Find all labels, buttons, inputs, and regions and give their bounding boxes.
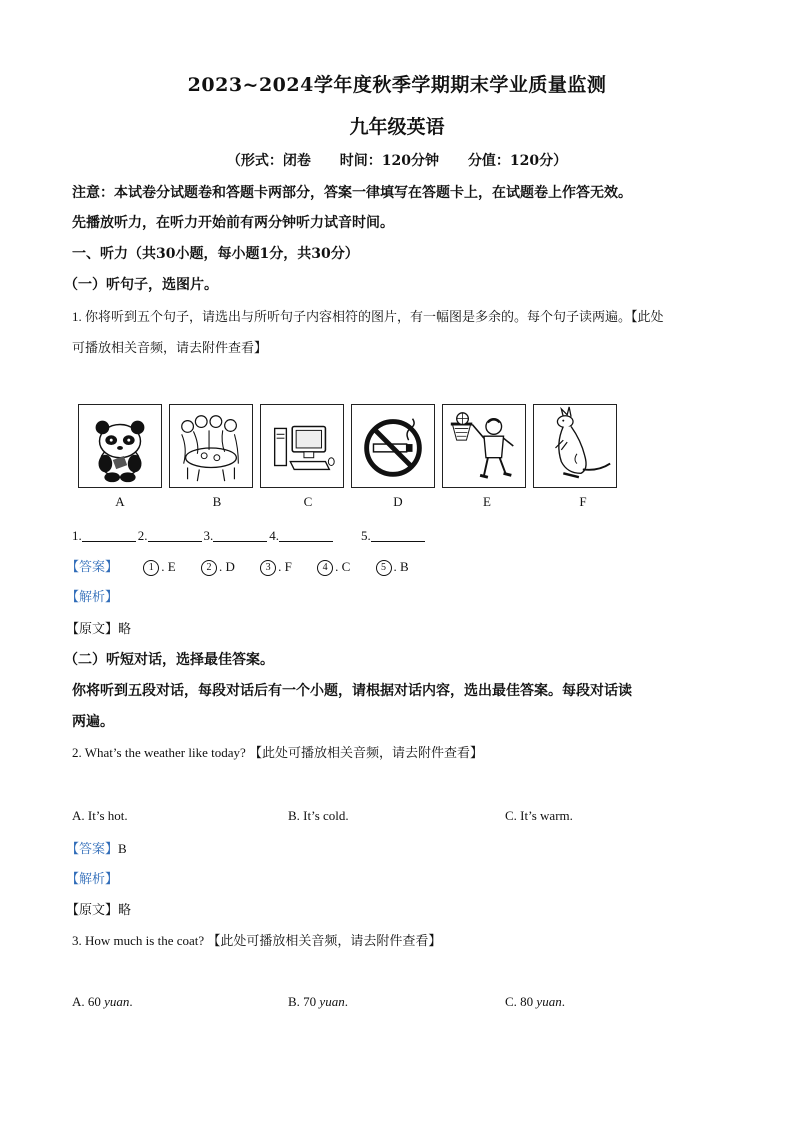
- q3-stem: 3. How much is the coat?: [72, 933, 205, 948]
- q3-option-b: [288, 994, 348, 1010]
- basketball-player-icon: [442, 404, 526, 488]
- panda-icon: [78, 404, 162, 488]
- q2-option-b: B. It’s cold.: [288, 808, 349, 823]
- circled-number-4: 4: [317, 560, 333, 576]
- blank-1: [82, 527, 136, 542]
- q2-answer-tag: 【答案】: [66, 841, 119, 856]
- q3-option-a-unit: yuan: [104, 994, 130, 1009]
- q2-stem: 2. What’s the weather like today?: [72, 745, 246, 760]
- picture-label-f: F: [579, 494, 587, 509]
- exam-title: 2023~2024学年度秋季学期期末学业质量监测: [187, 74, 607, 96]
- picture-label-a: A: [115, 494, 125, 509]
- answer-value-5: . B: [393, 559, 409, 574]
- kangaroo-icon: [533, 404, 617, 488]
- answer-tag: 【答案】: [66, 559, 119, 574]
- circled-number-3: 3: [260, 560, 276, 576]
- answer-value-1: . E: [161, 559, 176, 574]
- answer-value-4: . C: [335, 559, 351, 574]
- blank-2-label: 2.: [137, 528, 148, 543]
- picture-label-e: E: [483, 494, 491, 509]
- answer-item-4: [317, 556, 350, 578]
- notice-line-1: 注意：本试卷分试题卷和答题卡两部分，答案一律填写在答题卡上，在试题卷上作答无效。: [72, 185, 632, 201]
- q2-original-row: [66, 899, 726, 921]
- q2-answer: B: [118, 841, 127, 856]
- party-icon: [169, 404, 253, 488]
- q2-analysis-tag: 【解析】: [66, 871, 119, 886]
- q1-analysis-tag: 【解析】: [66, 589, 119, 604]
- q3-option-b-unit: yuan: [319, 994, 345, 1009]
- part2-intro-line-2: 两遍。: [72, 714, 114, 730]
- circled-number-5: 5: [376, 560, 392, 576]
- blank-2: [148, 527, 202, 542]
- exam-form: （形式：闭卷: [226, 153, 311, 169]
- exam-time: 时间：120分钟: [339, 153, 439, 169]
- q3-option-c-unit: yuan: [536, 994, 562, 1009]
- blank-3-label: 3.: [203, 528, 214, 543]
- blank-4: [279, 527, 333, 542]
- computer-icon: [260, 404, 344, 488]
- no-smoking-icon: [351, 404, 435, 488]
- q2-stem-row: [72, 742, 732, 764]
- exam-info: [0, 150, 794, 170]
- circled-number-1: 1: [143, 560, 159, 576]
- q3-option-b-suffix: .: [344, 994, 348, 1009]
- answer-item-3: [260, 556, 292, 578]
- q3-stem-row: [72, 930, 732, 952]
- answer-value-2: . D: [218, 559, 235, 574]
- q2-option-c: C. It’s warm.: [505, 808, 573, 823]
- q3-option-a-suffix: .: [129, 994, 133, 1009]
- picture-strip: [78, 404, 623, 490]
- q1-instruction-line-2: 可播放相关音频，请去附件查看】: [72, 340, 268, 355]
- blank-4-label: 4.: [269, 528, 279, 543]
- q2-answer-row: [66, 838, 726, 860]
- part2-intro-line-1: 你将听到五段对话，每段对话后有一个小题，请根据对话内容，选出最佳答案。每段对话读: [72, 683, 632, 699]
- q1-instruction-line-1: 1. 你将听到五个句子，请选出与所听句子内容相符的图片，有一幅图是多余的。每个句子读两遍。【此处: [72, 309, 664, 324]
- q2-audio-note: 【此处可播放相关音频，请去附件查看】: [249, 745, 484, 760]
- blank-3: [213, 527, 267, 542]
- q1-original-row: [66, 618, 726, 640]
- q3-option-a: [72, 994, 133, 1010]
- q3-option-a-prefix: A. 60: [72, 994, 105, 1009]
- picture-label-b: B: [212, 494, 222, 509]
- q3-option-c-suffix: .: [561, 994, 565, 1009]
- q2-option-a: A. It’s hot.: [72, 808, 128, 823]
- part1-heading: （一）听句子，选图片。: [64, 277, 218, 293]
- q3-option-c-prefix: C. 80: [505, 994, 537, 1009]
- original-tag: 【原文】: [66, 621, 119, 636]
- blank-1-label: 1.: [72, 528, 82, 543]
- answer-item-2: [201, 556, 235, 578]
- exam-subject: 九年级英语: [349, 116, 445, 138]
- answer-item-1: [143, 556, 175, 578]
- answer-blanks: [72, 525, 732, 547]
- original-text: 略: [118, 621, 132, 636]
- q2-original-text: 略: [118, 902, 132, 917]
- picture-label-d: D: [393, 494, 403, 509]
- notice-line-2: 先播放听力，在听力开始前有两分钟听力试音时间。: [72, 215, 394, 231]
- section-heading: 一、听力（共30小题，每小题1分，共30分）: [72, 246, 359, 262]
- q3-audio-note: 【此处可播放相关音频，请去附件查看】: [207, 933, 442, 948]
- picture-label-c: C: [303, 494, 313, 509]
- blank-5-label: 5.: [361, 528, 371, 543]
- part2-heading: （二）听短对话，选择最佳答案。: [64, 652, 274, 668]
- q3-option-b-prefix: B. 70: [288, 994, 320, 1009]
- answer-item-5: [376, 556, 409, 578]
- exam-score: 分值：120分）: [467, 153, 568, 169]
- q3-option-c: [505, 994, 565, 1010]
- circled-number-2: 2: [201, 560, 217, 576]
- blank-5: [371, 527, 425, 542]
- q1-answer-row: [66, 556, 726, 578]
- answer-value-3: . F: [278, 559, 292, 574]
- q2-original-tag: 【原文】: [66, 902, 119, 917]
